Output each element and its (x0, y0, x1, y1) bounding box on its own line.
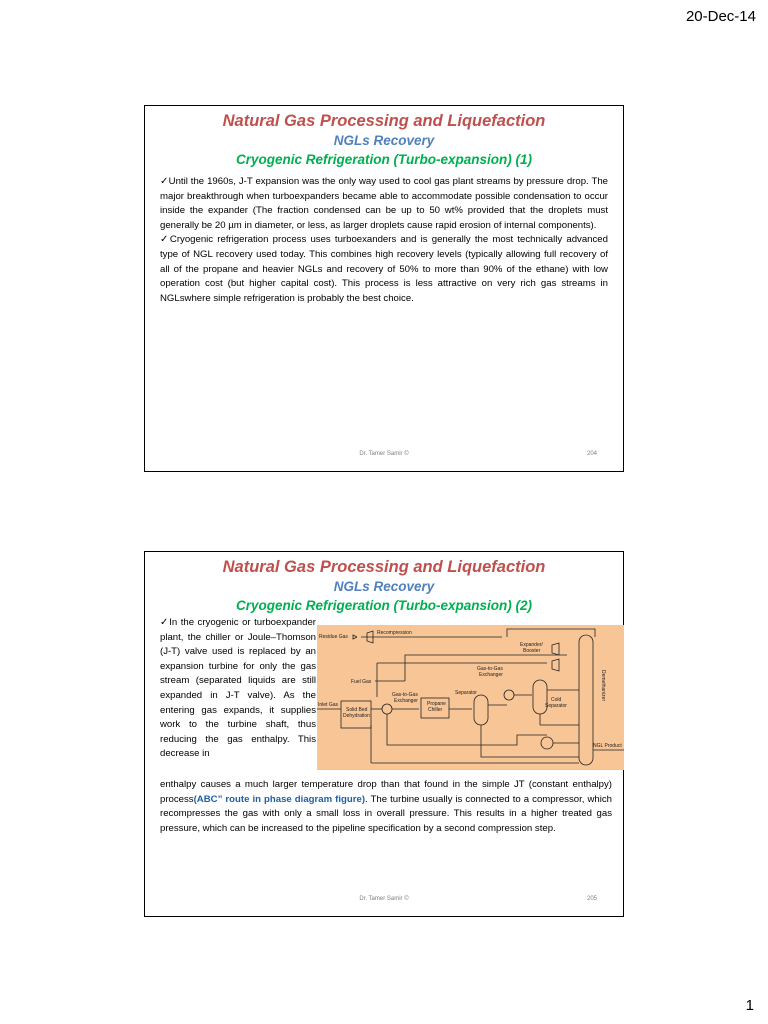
label-ngl-product: NGL Product (593, 743, 622, 749)
page-number: 1 (745, 997, 754, 1014)
label-cold-separator: Separator (545, 703, 567, 709)
label-separator: Separator (455, 690, 477, 696)
label-recompression: Recompression (377, 630, 412, 636)
label-cold: Cold (551, 697, 562, 703)
checkmark-icon: ✓ (160, 176, 169, 187)
paragraph-bottom-text-a: enthalpy causes a much larger temperature drop than that found in the simple JT (constant enthalpy) process (160, 779, 612, 805)
slide-number: 204 (586, 451, 597, 457)
label-gas-exchanger-left: Gas-to-Gas (392, 692, 418, 698)
slide-heading: Cryogenic Refrigeration (Turbo-expansion) (1) (235, 152, 533, 167)
label-exchanger-top: Exchanger (479, 672, 503, 678)
turboexpander-process-diagram (317, 625, 624, 770)
label-fuel-gas: Fuel Gas (351, 679, 372, 685)
paragraph-left-text: In the cryogenic or turboexpander plant, the chiller or Joule–Thomson (J-T) valve used is replaced by an expansion turbine for only the gas stream (separated liquids are still expanded in J-T valve). As the entering gas expands, it supplies work to the turbine shaft, thus reducing the gas enthalpy. This decrease in (160, 617, 316, 760)
slide-author: Dr. Tamer Samir © (359, 451, 409, 457)
label-chiller: Chiller (428, 707, 443, 713)
slide-heading: Cryogenic Refrigeration (Turbo-expansion) (2) (235, 598, 533, 613)
paragraph-2-text: Cryogenic refrigeration process uses turboexanders and is generally the most technically advanced type of NGL recovery used today. This combines high recovery levels (typically allowing full recovery of all of the propane and heavier NGLs and recovery of 50% to more than 90% of the ethane) with low operation cost (but higher capital cost). This process is less attractive on very rich gas streams in NGLswhere simple refrigeration is probably the best choice. (160, 234, 608, 304)
slide-title: Natural Gas Processing and Liquefaction (222, 112, 546, 130)
label-dehydration: Dehydration (343, 713, 370, 719)
slide-subtitle: NGLs Recovery (333, 579, 435, 594)
checkmark-icon: ✓ (160, 234, 170, 246)
slide-204 (144, 105, 624, 472)
header-date: 20-Dec-14 (685, 8, 756, 25)
label-booster: Booster (523, 648, 541, 654)
slide-author: Dr. Tamer Samir © (359, 896, 409, 902)
label-exchanger-left: Exchanger (394, 698, 418, 704)
paragraph-left (160, 616, 316, 762)
process-flow-svg (317, 625, 624, 770)
label-gas-exchanger-top: Gas-to-Gas (477, 666, 503, 672)
label-inlet-gas: Inlet Gas (318, 702, 339, 708)
label-demethanizer: Demethanizer (600, 670, 606, 702)
paragraph-2 (160, 233, 608, 306)
paragraph-bottom (160, 778, 612, 836)
paragraph-bottom-text-b: . The turbine usually is connected to a compressor, which recompresses the gas with only a small loss in overall pressure. This results in a higher treated gas pressure, which can be increased to the pipeline specification by a second compression step. (160, 793, 612, 834)
label-residue-gas: Residue Gas (319, 634, 348, 640)
label-solid-bed: Solid Bed (346, 707, 368, 713)
label-expander: Expander/ (520, 642, 543, 648)
paragraph-1-text: Until the 1960s, J-T expansion was the only way used to cool gas plant streams by pressure drop. The major breakthrough when turboexpanders became able to accommodate possible condensation to occur inside the expander (The fraction condensed can be up to 50 wt% provided that the droplets must generally be 20 µm in diameter, or less, as larger droplets cause rapid erosion of internal components). (160, 176, 608, 231)
slide-number: 205 (586, 896, 597, 902)
paragraph-1 (160, 175, 608, 233)
slide-205 (144, 551, 624, 917)
label-propane: Propane (427, 701, 446, 707)
slide-title: Natural Gas Processing and Liquefaction (222, 558, 546, 576)
checkmark-icon: ✓ (160, 617, 170, 628)
slide-subtitle: NGLs Recovery (333, 133, 435, 148)
highlighted-reference: (ABC” route in phase diagram figure) (193, 793, 366, 805)
